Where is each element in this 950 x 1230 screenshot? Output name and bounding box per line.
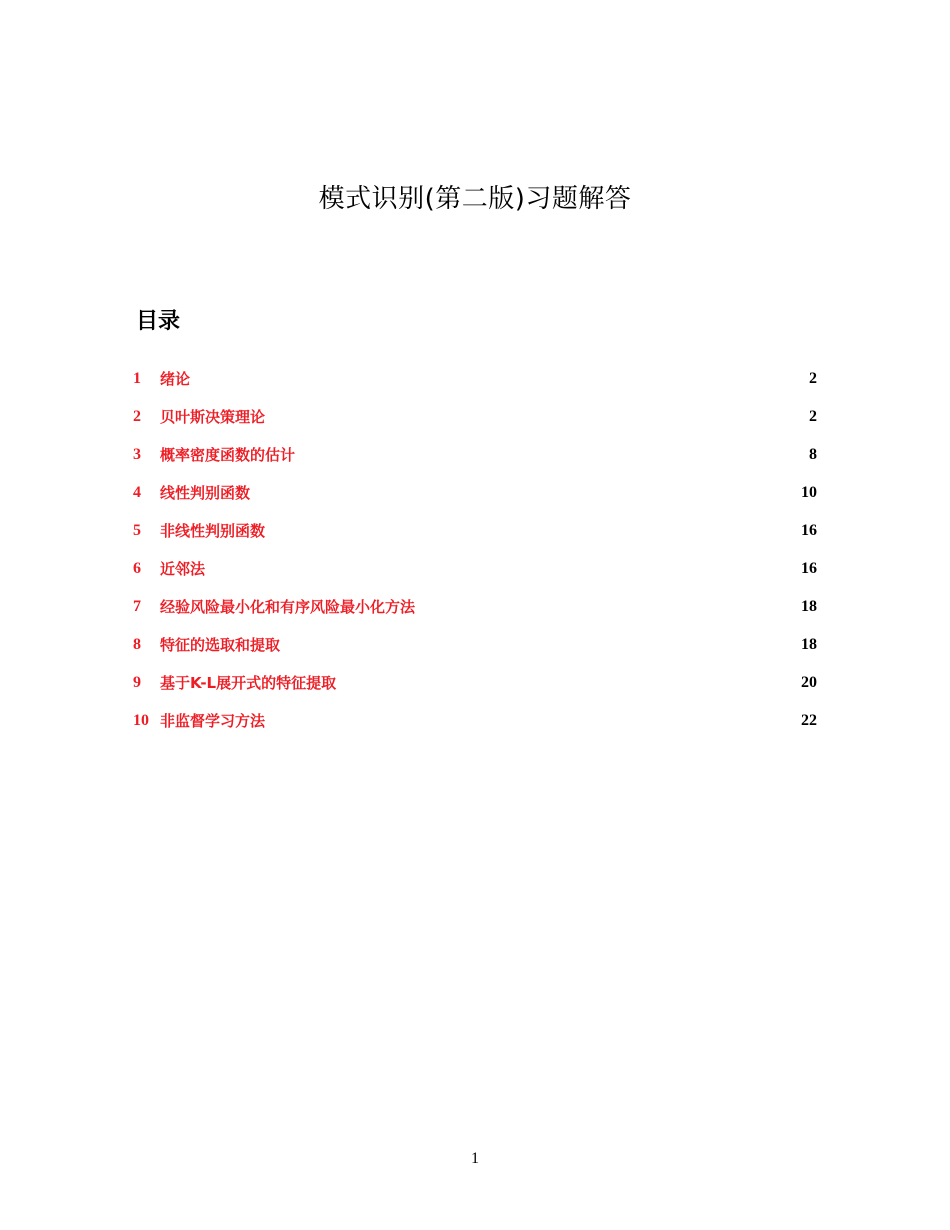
toc-entry-number: 1: [133, 370, 141, 387]
toc-entry-page: 8: [809, 446, 817, 463]
toc-entry-label: 非线性判别函数: [160, 522, 266, 540]
toc-entry-number: 2: [133, 408, 141, 425]
toc-entry-number: 3: [133, 446, 141, 463]
toc-entry-page: 16: [801, 560, 817, 577]
toc-entry-label: 特征的选取和提取: [160, 636, 281, 654]
toc-entry-number: 9: [133, 674, 141, 691]
toc-entry-label: 概率密度函数的估计: [160, 446, 296, 464]
toc-entry-7[interactable]: [133, 588, 817, 626]
toc-entry-3[interactable]: [133, 436, 817, 474]
toc-entry-label: 线性判别函数: [160, 484, 251, 502]
toc-entry-label: 基于K-L展开式的特征提取: [160, 674, 337, 692]
toc-entry-6[interactable]: [133, 550, 817, 588]
toc-entry-page: 18: [801, 598, 817, 615]
toc-entry-4[interactable]: [133, 474, 817, 512]
toc-entry-label: 贝叶斯决策理论: [160, 408, 266, 426]
toc-entry-number: 7: [133, 598, 141, 615]
toc-entry-number: 8: [133, 636, 141, 653]
toc-entry-number: 10: [133, 712, 149, 729]
toc-entry-label: 近邻法: [160, 560, 206, 578]
toc-entry-10[interactable]: [133, 702, 817, 740]
toc-entry-number: 6: [133, 560, 141, 577]
table-of-contents: [133, 360, 817, 740]
toc-entry-9[interactable]: [133, 664, 817, 702]
toc-entry-page: 22: [801, 712, 817, 729]
toc-entry-8[interactable]: [133, 626, 817, 664]
toc-entry-5[interactable]: [133, 512, 817, 550]
page-number: 1: [471, 1150, 479, 1167]
toc-entry-2[interactable]: [133, 398, 817, 436]
toc-entry-page: 2: [809, 370, 817, 387]
toc-entry-page: 10: [801, 484, 817, 501]
toc-entry-page: 16: [801, 522, 817, 539]
toc-entry-label: 绪论: [160, 370, 191, 388]
toc-entry-page: 18: [801, 636, 817, 653]
toc-entry-number: 5: [133, 522, 141, 539]
toc-entry-page: 20: [801, 674, 817, 691]
toc-entry-page: 2: [809, 408, 817, 425]
toc-entry-label: 经验风险最小化和有序风险最小化方法: [160, 598, 416, 616]
toc-entry-1[interactable]: [133, 360, 817, 398]
document-title: 模式识别(第二版)习题解答: [318, 184, 632, 214]
toc-entry-label: 非监督学习方法: [160, 712, 266, 730]
toc-heading: 目录: [136, 309, 181, 334]
toc-entry-number: 4: [133, 484, 141, 501]
